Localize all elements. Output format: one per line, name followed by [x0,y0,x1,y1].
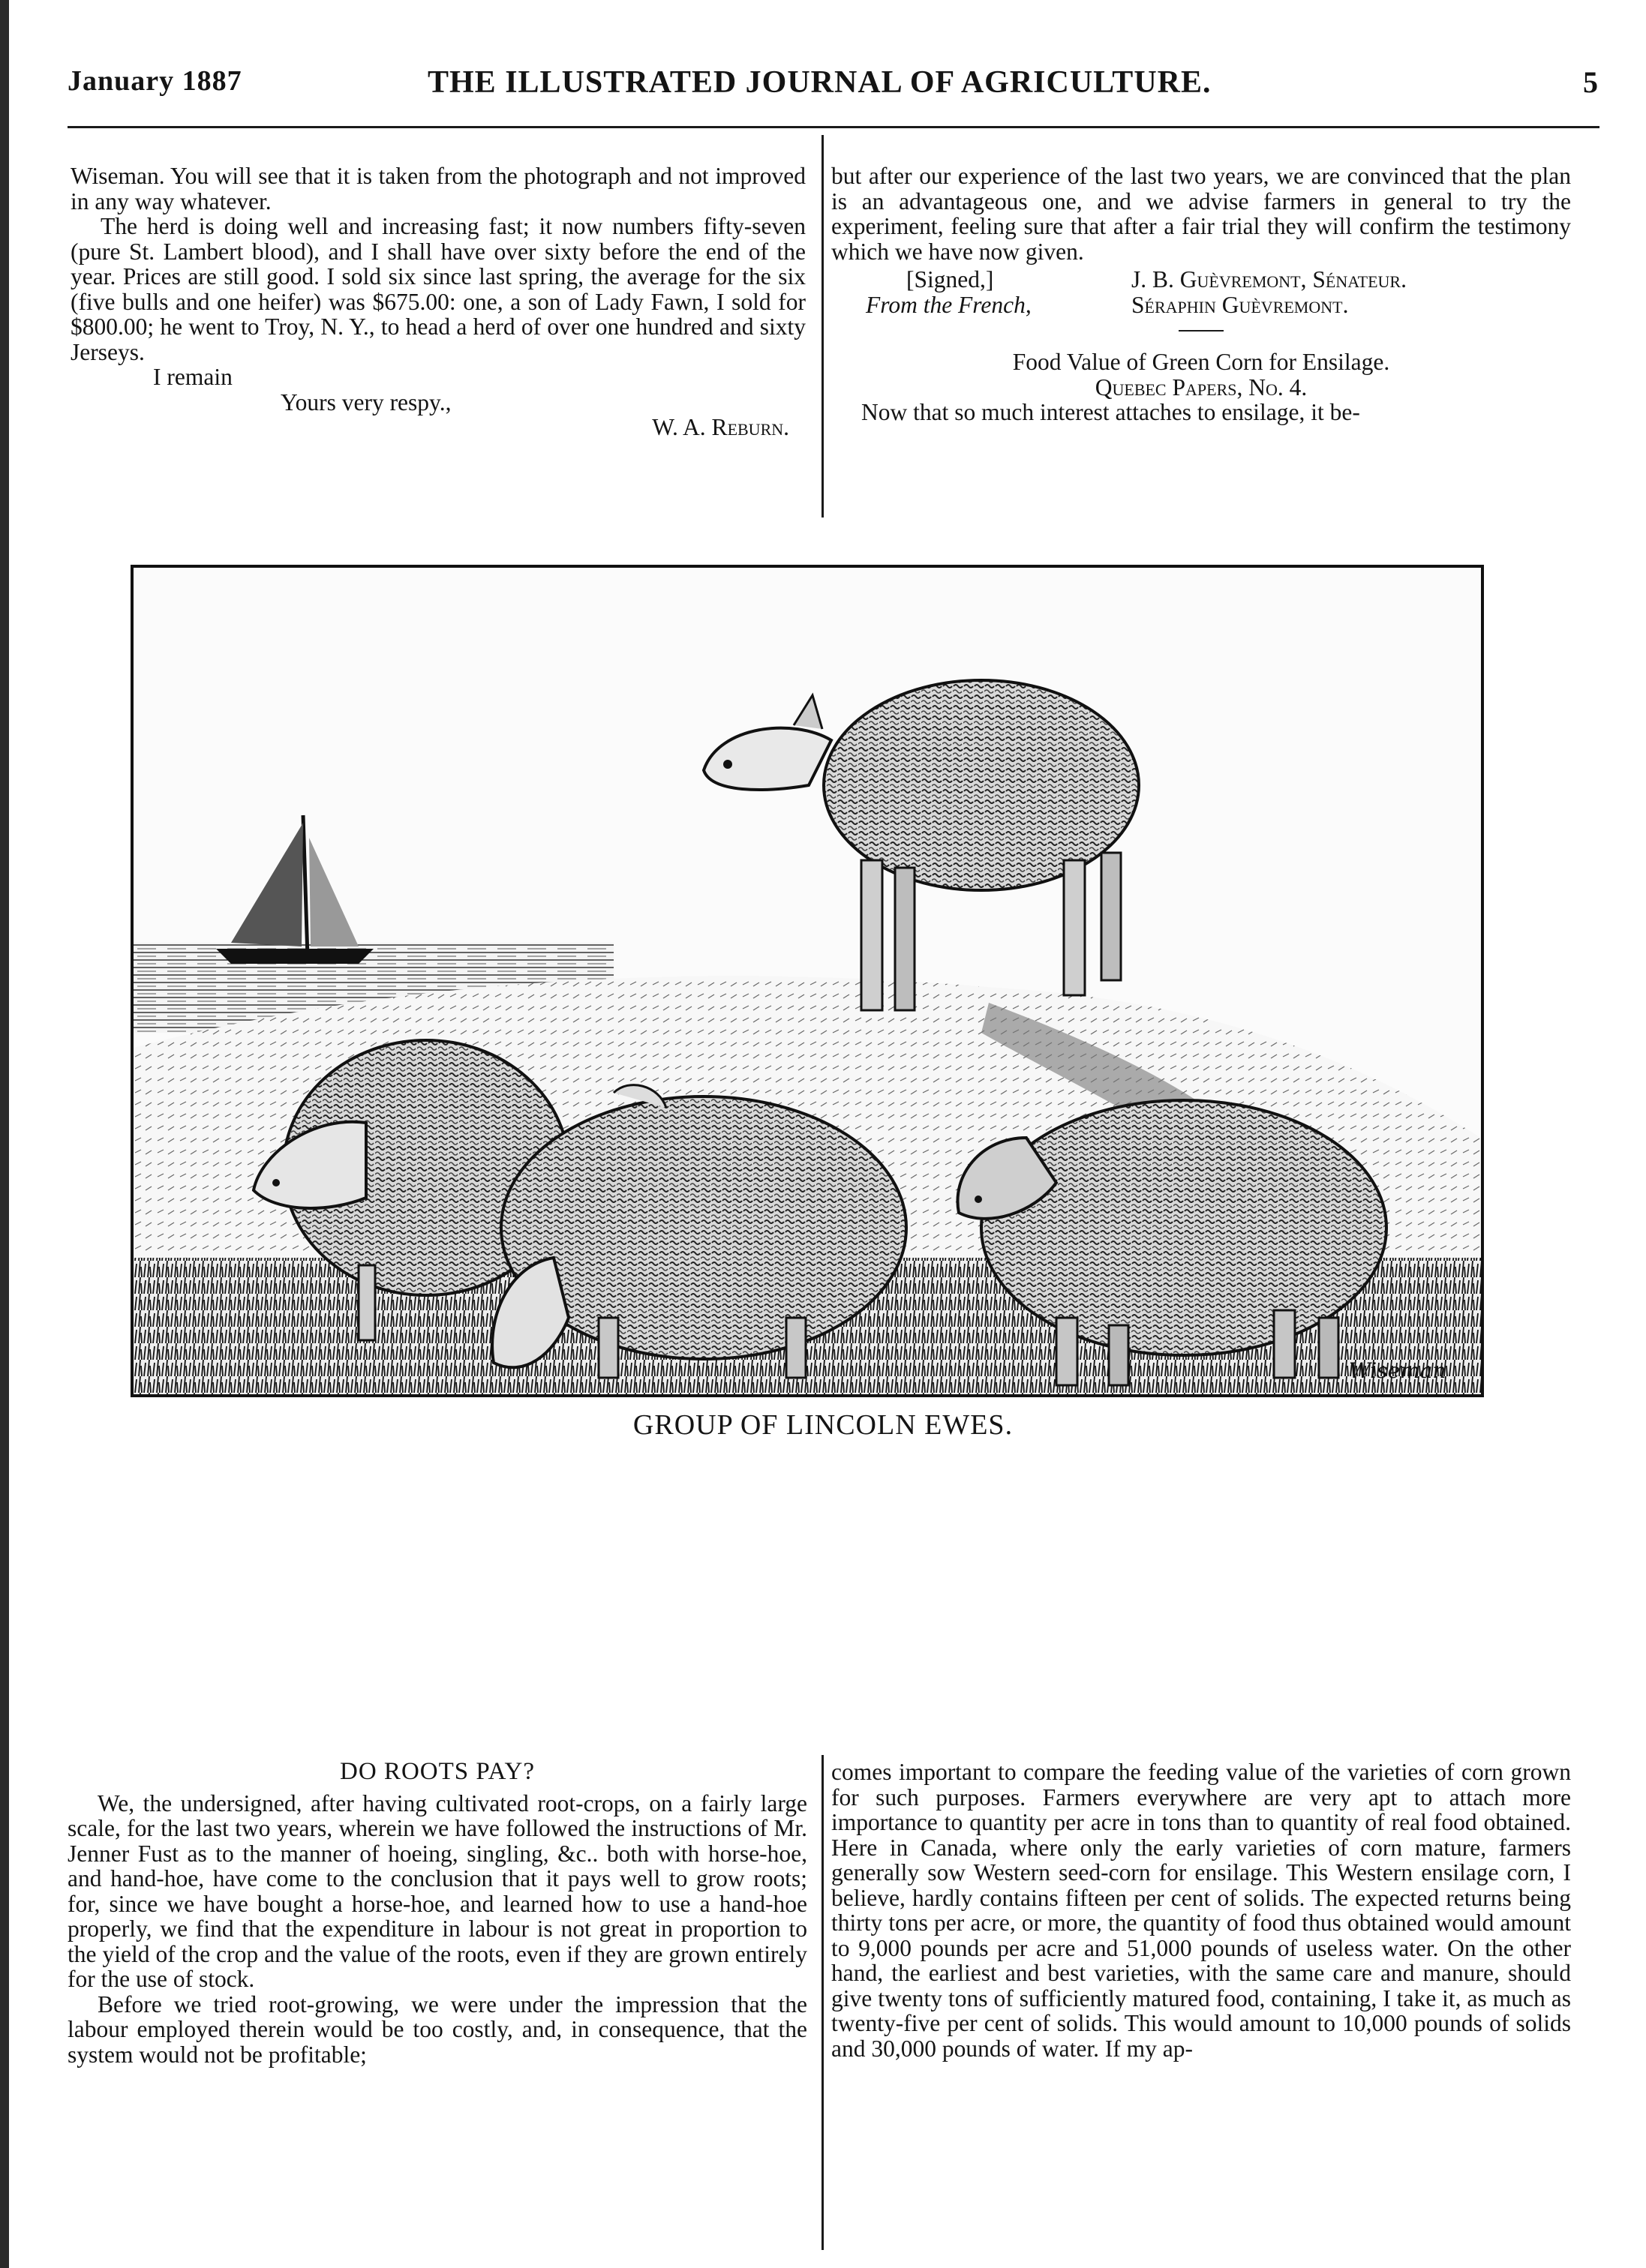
letter-paragraph: The herd is doing well and increasing fast; it now numbers fifty-seven (pure St. Lambert blood), and I shall have over sixty before the end of the year. Prices are still good. I sold six since last spring, the average for the six (five bulls and one heifer) was $675.00: one, a son of Lady Fawn, I sold for $800.00; he went to Troy, N. Y., to head a herd of over one hundred and sixty Jerseys. [71,213,806,365]
illustration-frame [131,565,1484,1397]
page-binding-edge [0,0,9,2268]
letter-signature: W. A. Reburn. [652,414,789,440]
signer-name: Séraphin Guèvremont. [1131,292,1349,318]
letter-closing: I remain [153,364,233,390]
section-title: Food Value of Green Corn for Ensilage. [1012,349,1390,375]
article-paragraph: Now that so much interest attaches to ensilage, it be- [861,399,1360,425]
header-date: January 1887 [68,65,242,97]
letter-paragraph: Wiseman. You will see that it is taken from the photograph and not improved in any way whatever. [71,163,806,214]
bottom-right-column [831,1760,1571,2061]
article-paragraph: but after our experience of the last two years, we are convinced that the plan is an advantageous one, and we advise farmers in general to try the experiment, feeling sure that after a fair trial they will confirm the testimony which we have now given. [831,163,1571,265]
top-left-column [71,164,806,440]
section-subtitle: Quebec Papers, No. 4. [1095,374,1308,400]
sailboat-icon [216,815,374,964]
top-column-divider [821,135,824,518]
signer-name: J. B. Guèvremont, Sénateur. [1131,266,1407,292]
section-title: DO ROOTS PAY? [340,1758,535,1785]
standing-ewe-icon [704,680,1139,1010]
article-paragraph: We, the undersigned, after having cultivated root-crops, on a fairly large scale, for the last two years, wherein we have followed the instructions of Mr. Jenner Fust as to the manner of hoeing, singling, &c.. both with horse-hoe, and hand-hoe, have come to the conclusion that it pays well to grow roots; for, since we have bought a horse-hoe, and learned how to use a hand-hoe properly, we find that the expenditure in labour is not great in proportion to the yield of the crop and the value of the roots, even if they are grown entirely for the use of stock. [68,1790,807,1992]
section-divider [1179,330,1224,332]
article-paragraph: comes important to compare the feeding value of the varieties of corn grown for such purposes. Farmers everywhere are very apt to attach more importance to quantity per acre in tons than to quantity of real food obtained. Here in Canada, where only the early varieties of corn mature, farmers generally sow Western seed-corn for ensilage. This Western ensilage corn, I believe, hardly contains fifteen per cent of solids. The expected returns being thirty tons per acre, or more, the quantity of food thus obtained would amount to 9,000 pounds per acre and 51,000 pounds of useless water. On the other hand, the earliest and best varieties, with the same care and manure, should give twenty tons of sufficiently matured food, containing, I take it, as much as twenty-five per cent of solids. This would amount to 10,000 pounds of solids and 30,000 pounds of water. If my ap- [831,1759,1571,2062]
article-paragraph: Before we tried root-growing, we were under the impression that the labour employed therein would be too costly, and, in consequence, that the system would not be profitable; [68,1990,807,2068]
header-page-number: 5 [1583,65,1598,99]
lincoln-ewes-engraving [134,568,1481,1394]
artist-signature: Wiseman [1349,1358,1446,1383]
translation-note: From the French, [866,292,1032,318]
signature-block [831,267,1571,320]
illustration-caption: GROUP OF LINCOLN EWES. [632,1409,1014,1441]
page-header [68,64,1598,110]
bottom-column-divider [821,1755,824,2250]
top-right-column [831,164,1571,425]
letter-closing: Yours very respy., [281,388,452,416]
signed-label: [Signed,] [906,266,994,292]
header-journal-title: THE ILLUSTRATED JOURNAL OF AGRICULTURE. [428,65,1212,100]
header-rule [68,126,1599,128]
bottom-left-column [68,1760,807,2067]
